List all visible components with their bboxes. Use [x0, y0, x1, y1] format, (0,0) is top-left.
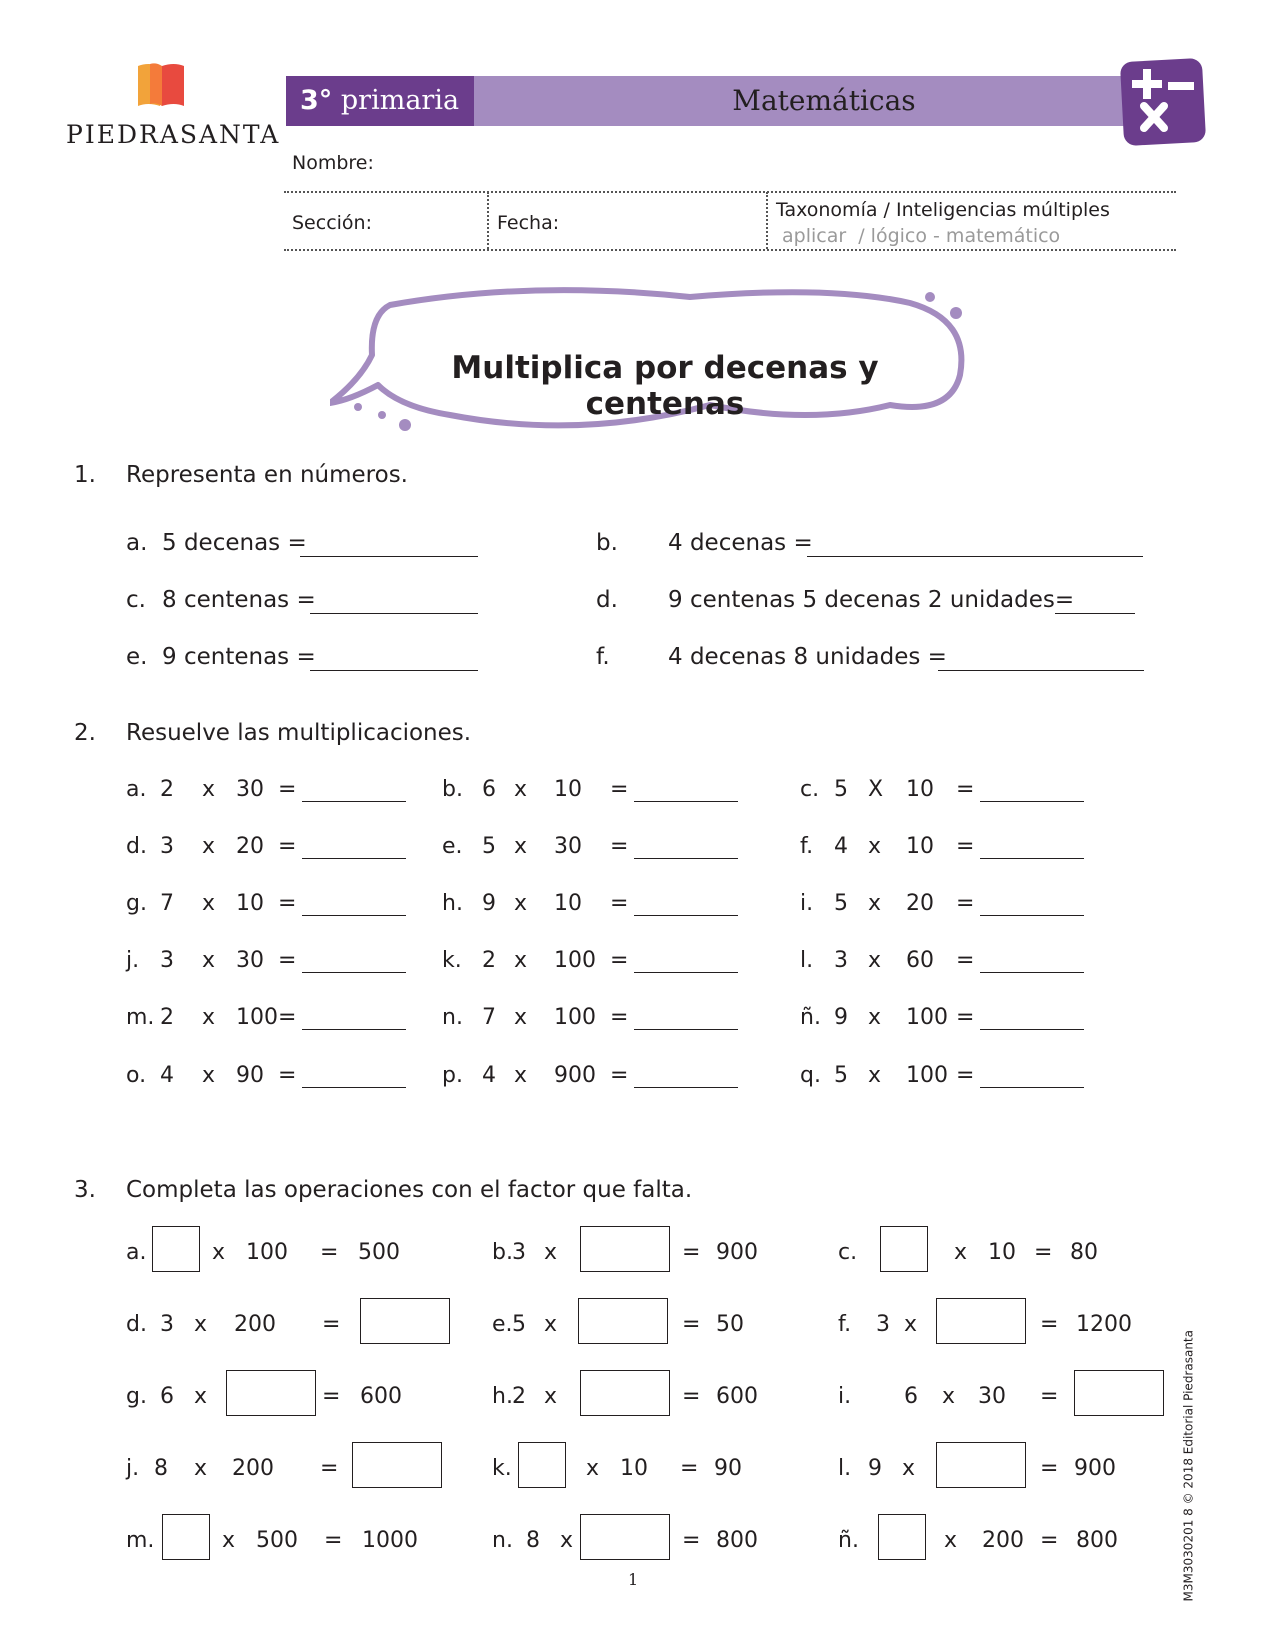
exercise-2-letter: g. — [126, 891, 147, 916]
exercise-3-operator: x — [544, 1312, 558, 1337]
exercise-2-equals: = — [956, 891, 975, 916]
exercise-3-equals: = — [322, 1312, 341, 1337]
exercise-2-letter: c. — [800, 777, 820, 802]
exercise-3-equals: = — [1040, 1528, 1059, 1553]
answer-line[interactable] — [938, 654, 1144, 671]
exercise-2-letter: j. — [126, 948, 140, 973]
answer-line[interactable] — [980, 899, 1084, 916]
exercise-3-factor: 3 — [512, 1240, 526, 1265]
exercise-2-factor: 30 — [236, 777, 264, 802]
exercise-3-operator: x — [942, 1384, 956, 1409]
grade-label — [286, 76, 474, 126]
exercise-2-operator: x — [202, 834, 216, 859]
answer-line[interactable] — [1055, 597, 1135, 614]
exercise-3-product: 90 — [714, 1456, 742, 1481]
exercise-3-factor: 500 — [256, 1528, 298, 1553]
exercise-2-letter: f. — [800, 834, 814, 859]
exercise-3-product: 800 — [1076, 1528, 1118, 1553]
exercise-3-equals: = — [1040, 1456, 1059, 1481]
exercise-3-equals: = — [682, 1528, 701, 1553]
exercise-3-operator: x — [944, 1528, 958, 1553]
exercise-2-equals: = — [278, 1063, 297, 1088]
answer-line[interactable] — [302, 956, 406, 973]
exercise-3-equals: = — [682, 1312, 701, 1337]
answer-box[interactable] — [880, 1226, 928, 1272]
exercise-2-equals: = — [278, 948, 297, 973]
answer-box[interactable] — [518, 1442, 566, 1488]
exercise-2-factor: 5 — [834, 891, 848, 916]
section-label: Sección: — [292, 212, 372, 234]
exercise-2-equals: = — [278, 777, 297, 802]
exercise-2-factor: 5 — [482, 834, 496, 859]
answer-line[interactable] — [634, 785, 738, 802]
exercise-2-factor: 7 — [160, 891, 174, 916]
answer-line[interactable] — [300, 540, 478, 557]
exercise-1-item-letter: e. — [126, 644, 148, 670]
exercise-3-equals: = — [682, 1240, 701, 1265]
exercise-3-factor: 9 — [868, 1456, 882, 1481]
exercise-2-equals: = — [956, 948, 975, 973]
exercise-2-equals: = — [610, 1005, 629, 1030]
answer-box[interactable] — [360, 1298, 450, 1344]
exercise-2-operator: x — [868, 1005, 882, 1030]
math-operations-icon — [1118, 56, 1208, 152]
answer-box[interactable] — [226, 1370, 316, 1416]
exercise-1-item-text: 8 centenas = — [162, 587, 316, 613]
exercise-2-letter: m. — [126, 1005, 155, 1030]
answer-line[interactable] — [980, 785, 1084, 802]
exercise-2-factor: 2 — [160, 777, 174, 802]
exercise-3-product: 600 — [716, 1384, 758, 1409]
exercise-3-factor: 5 — [512, 1312, 526, 1337]
answer-line[interactable] — [310, 654, 478, 671]
exercise-2-factor: 10 — [554, 891, 582, 916]
name-label: Nombre: — [292, 152, 374, 174]
exercise-2-operator: x — [514, 1063, 528, 1088]
answer-box[interactable] — [936, 1442, 1026, 1488]
exercise-2-factor: 3 — [160, 948, 174, 973]
exercise-2-factor: 10 — [554, 777, 582, 802]
exercise-3-factor: 2 — [512, 1384, 526, 1409]
divider — [284, 191, 1176, 193]
exercise-2-letter: ñ. — [800, 1005, 821, 1030]
exercise-3-product: 800 — [716, 1528, 758, 1553]
exercise-2-letter: l. — [800, 948, 814, 973]
answer-box[interactable] — [578, 1298, 668, 1344]
exercise-3-factor: 8 — [154, 1456, 168, 1481]
exercise-3-number: 3. — [74, 1177, 96, 1203]
exercise-2-operator: x — [202, 1063, 216, 1088]
exercise-2-operator: x — [514, 948, 528, 973]
exercise-3-equals: = — [322, 1384, 341, 1409]
answer-box[interactable] — [152, 1226, 200, 1272]
page-title: Multiplica por decenas y centenas — [451, 350, 879, 422]
exercise-3-product: 500 — [358, 1240, 400, 1265]
exercise-2-letter: i. — [800, 891, 814, 916]
answer-line[interactable] — [634, 1071, 738, 1088]
exercise-2-factor: 5 — [834, 777, 848, 802]
exercise-3-factor: 30 — [978, 1384, 1006, 1409]
exercise-3-letter: k. — [492, 1456, 512, 1481]
exercise-3-factor: 10 — [988, 1240, 1016, 1265]
exercise-2-factor: 10 — [906, 777, 934, 802]
page-number: 1 — [628, 1570, 639, 1589]
exercise-3-equals: = — [680, 1456, 699, 1481]
exercise-2-equals: = — [610, 891, 629, 916]
exercise-2-factor: 900 — [554, 1063, 596, 1088]
exercise-2-factor: 6 — [482, 777, 496, 802]
exercise-3-factor: 3 — [876, 1312, 890, 1337]
exercise-3-factor: 10 — [620, 1456, 648, 1481]
answer-box[interactable] — [580, 1226, 670, 1272]
exercise-2-factor: 2 — [160, 1005, 174, 1030]
exercise-2-factor: 4 — [834, 834, 848, 859]
exercise-2-letter: b. — [442, 777, 463, 802]
exercise-2-factor: 90 — [236, 1063, 264, 1088]
grade-number: 3° — [300, 85, 333, 116]
exercise-2-operator: x — [868, 1063, 882, 1088]
exercise-3-factor: 3 — [160, 1312, 174, 1337]
exercise-3-letter: l. — [838, 1456, 852, 1481]
exercise-1-item-text: 9 centenas 5 decenas 2 unidades= — [668, 587, 1075, 613]
name-field[interactable] — [380, 148, 1130, 180]
exercise-1-item-text: 9 centenas = — [162, 644, 316, 670]
exercise-3-operator: x — [194, 1456, 208, 1481]
exercise-3-factor: 200 — [234, 1312, 276, 1337]
exercise-3-letter: ñ. — [838, 1528, 859, 1553]
exercise-2-factor: 100 — [554, 1005, 596, 1030]
exercise-2-operator: x — [514, 1005, 528, 1030]
exercise-2-factor: 4 — [160, 1063, 174, 1088]
exercise-1-item-letter: f. — [596, 644, 610, 670]
exercise-3-letter: g. — [126, 1384, 147, 1409]
exercise-3-operator: x — [586, 1456, 600, 1481]
answer-box[interactable] — [936, 1298, 1026, 1344]
logo-text: PIEDRASANTA — [66, 120, 281, 149]
date-label: Fecha: — [497, 212, 560, 234]
exercise-3-factor: 100 — [246, 1240, 288, 1265]
exercise-3-operator: x — [194, 1384, 208, 1409]
exercise-1-item-text: 5 decenas = — [162, 530, 307, 556]
exercise-3-instruction: Completa las operaciones con el factor que falta. — [126, 1177, 693, 1203]
exercise-2-factor: 7 — [482, 1005, 496, 1030]
exercise-2-letter: h. — [442, 891, 463, 916]
exercise-1-item-letter: c. — [126, 587, 146, 613]
exercise-2-equals: = — [610, 777, 629, 802]
exercise-2-operator: x — [202, 948, 216, 973]
exercise-2-operator: x — [868, 891, 882, 916]
answer-line[interactable] — [302, 899, 406, 916]
exercise-2-equals: = — [610, 948, 629, 973]
exercise-3-product: 600 — [360, 1384, 402, 1409]
exercise-2-factor: 3 — [834, 948, 848, 973]
answer-line[interactable] — [980, 956, 1084, 973]
exercise-3-operator: x — [194, 1312, 208, 1337]
exercise-2-factor: 20 — [906, 891, 934, 916]
exercise-3-operator: x — [544, 1240, 558, 1265]
logo-book-icon — [136, 62, 186, 112]
exercise-2-factor: 10 — [906, 834, 934, 859]
exercise-3-operator: x — [212, 1240, 226, 1265]
exercise-3-factor: 200 — [232, 1456, 274, 1481]
grade-word: primaria — [340, 85, 460, 116]
exercise-2-factor: 100 — [554, 948, 596, 973]
exercise-2-factor: 9 — [482, 891, 496, 916]
exercise-3-letter: a. — [126, 1240, 147, 1265]
exercise-2-factor: 100 — [906, 1063, 948, 1088]
answer-line[interactable] — [302, 1013, 406, 1030]
exercise-3-letter: e. — [492, 1312, 513, 1337]
exercise-2-equals: = — [610, 1063, 629, 1088]
exercise-3-letter: c. — [838, 1240, 858, 1265]
exercise-3-operator: x — [560, 1528, 574, 1553]
exercise-3-product: 900 — [716, 1240, 758, 1265]
exercise-2-factor: 20 — [236, 834, 264, 859]
answer-box[interactable] — [580, 1514, 670, 1560]
exercise-3-equals: = — [682, 1384, 701, 1409]
answer-box[interactable] — [580, 1370, 670, 1416]
exercise-2-letter: n. — [442, 1005, 463, 1030]
exercise-3-product: 1200 — [1076, 1312, 1132, 1337]
exercise-3-equals: = — [1034, 1240, 1053, 1265]
exercise-2-operator: x — [202, 1005, 216, 1030]
exercise-2-letter: q. — [800, 1063, 821, 1088]
exercise-2-factor: 100= — [236, 1005, 297, 1030]
exercise-2-factor: 9 — [834, 1005, 848, 1030]
exercise-2-letter: p. — [442, 1063, 463, 1088]
exercise-1-item-text: 4 decenas 8 unidades = — [668, 644, 947, 670]
exercise-2-letter: k. — [442, 948, 462, 973]
answer-line[interactable] — [807, 540, 1143, 557]
copyright-text: M3M3030201 8 © 2018 Editorial Piedrasanta — [1181, 1330, 1195, 1602]
exercise-2-factor: 60 — [906, 948, 934, 973]
answer-box[interactable] — [352, 1442, 442, 1488]
divider — [766, 192, 768, 249]
exercise-2-factor: 30 — [236, 948, 264, 973]
exercise-3-factor: 8 — [526, 1528, 540, 1553]
exercise-3-product: 80 — [1070, 1240, 1098, 1265]
answer-line[interactable] — [980, 1013, 1084, 1030]
exercise-2-equals: = — [278, 891, 297, 916]
answer-line[interactable] — [980, 842, 1084, 859]
exercise-2-factor: 10 — [236, 891, 264, 916]
exercise-1-item-letter: a. — [126, 530, 148, 556]
taxonomy-label: Taxonomía / Inteligencias múltiples — [776, 199, 1110, 221]
exercise-2-letter: o. — [126, 1063, 147, 1088]
exercise-2-equals: = — [278, 834, 297, 859]
exercise-1-item-letter: b. — [596, 530, 618, 556]
exercise-3-letter: h. — [492, 1384, 513, 1409]
exercise-3-letter: b. — [492, 1240, 513, 1265]
subject-title: Matemáticas — [732, 84, 916, 117]
exercise-1-item-letter: d. — [596, 587, 618, 613]
exercise-2-letter: a. — [126, 777, 147, 802]
exercise-3-letter: m. — [126, 1528, 155, 1553]
exercise-3-operator: x — [954, 1240, 968, 1265]
exercise-2-factor: 5 — [834, 1063, 848, 1088]
answer-box[interactable] — [162, 1514, 210, 1560]
exercise-3-equals: = — [324, 1528, 343, 1553]
exercise-2-operator: x — [202, 891, 216, 916]
answer-line[interactable] — [302, 785, 406, 802]
exercise-2-equals: = — [956, 1063, 975, 1088]
answer-line[interactable] — [302, 842, 406, 859]
exercise-2-letter: d. — [126, 834, 147, 859]
exercise-3-equals: = — [320, 1240, 339, 1265]
divider — [284, 249, 1176, 251]
exercise-3-equals: = — [320, 1456, 339, 1481]
exercise-3-factor: 6 — [904, 1384, 918, 1409]
exercise-2-equals: = — [956, 834, 975, 859]
exercise-1-instruction: Representa en números. — [126, 462, 408, 488]
exercise-2-number: 2. — [74, 720, 96, 746]
exercise-3-factor: 6 — [160, 1384, 174, 1409]
exercise-2-letter: e. — [442, 834, 463, 859]
exercise-3-operator: x — [904, 1312, 918, 1337]
exercise-3-letter: n. — [492, 1528, 513, 1553]
answer-line[interactable] — [980, 1071, 1084, 1088]
taxonomy-values: aplicar / lógico - matemático — [782, 225, 1061, 247]
exercise-3-equals: = — [1040, 1384, 1059, 1409]
answer-line[interactable] — [634, 1013, 738, 1030]
exercise-3-factor: 200 — [982, 1528, 1024, 1553]
exercise-2-factor: 3 — [160, 834, 174, 859]
exercise-2-factor: 2 — [482, 948, 496, 973]
answer-box[interactable] — [878, 1514, 926, 1560]
answer-box[interactable] — [1074, 1370, 1164, 1416]
exercise-2-operator: X — [868, 777, 884, 802]
exercise-3-product: 50 — [716, 1312, 744, 1337]
exercise-2-factor: 30 — [554, 834, 582, 859]
answer-line[interactable] — [302, 1071, 406, 1088]
answer-line[interactable] — [634, 842, 738, 859]
exercise-2-factor: 4 — [482, 1063, 496, 1088]
answer-line[interactable] — [634, 899, 738, 916]
exercise-2-factor: 100 — [906, 1005, 948, 1030]
exercise-3-letter: d. — [126, 1312, 147, 1337]
exercise-2-operator: x — [514, 777, 528, 802]
exercise-3-letter: i. — [838, 1384, 852, 1409]
exercise-3-letter: j. — [126, 1456, 140, 1481]
exercise-2-equals: = — [956, 777, 975, 802]
divider — [487, 192, 489, 249]
answer-line[interactable] — [310, 597, 478, 614]
exercise-3-product: 1000 — [362, 1528, 418, 1553]
exercise-2-operator: x — [514, 834, 528, 859]
exercise-2-instruction: Resuelve las multiplicaciones. — [126, 720, 472, 746]
exercise-3-operator: x — [222, 1528, 236, 1553]
exercise-1-number: 1. — [74, 462, 96, 488]
exercise-2-operator: x — [868, 948, 882, 973]
exercise-2-operator: x — [514, 891, 528, 916]
exercise-2-operator: x — [202, 777, 216, 802]
exercise-3-product: 900 — [1074, 1456, 1116, 1481]
exercise-3-operator: x — [902, 1456, 916, 1481]
exercise-2-equals: = — [956, 1005, 975, 1030]
exercise-2-equals: = — [610, 834, 629, 859]
exercise-3-equals: = — [1040, 1312, 1059, 1337]
exercise-2-operator: x — [868, 834, 882, 859]
exercise-1-item-text: 4 decenas = — [668, 530, 813, 556]
exercise-3-operator: x — [544, 1384, 558, 1409]
exercise-3-letter: f. — [838, 1312, 852, 1337]
answer-line[interactable] — [634, 956, 738, 973]
